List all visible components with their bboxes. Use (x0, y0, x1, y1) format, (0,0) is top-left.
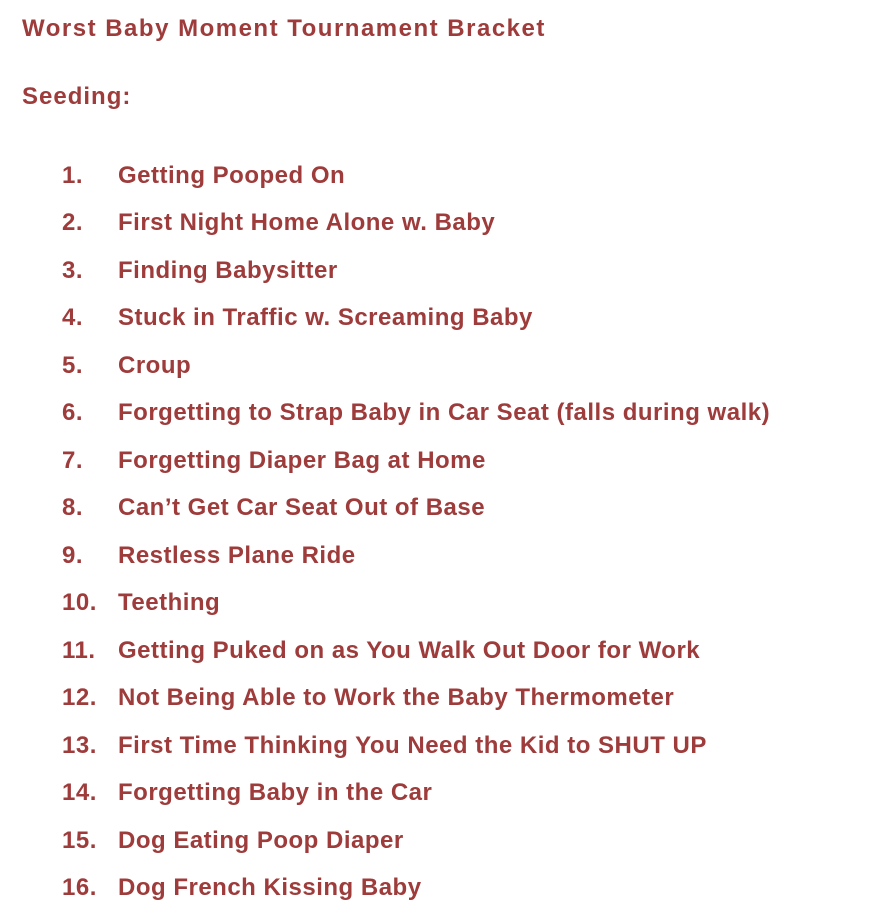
seed-number: 12. (62, 684, 97, 712)
seed-label: Finding Babysitter (118, 256, 338, 284)
seed-label: First Time Thinking You Need the Kid to SHUT UP (118, 731, 707, 759)
seed-row (22, 485, 867, 533)
seed-label: Dog French Kissing Baby (118, 874, 422, 902)
seed-row (22, 865, 867, 913)
seed-label: Forgetting Baby in the Car (118, 779, 433, 807)
seed-label: Not Being Able to Work the Baby Thermometer (118, 684, 675, 712)
seed-number: 9. (62, 541, 84, 569)
seed-number: 2. (62, 209, 84, 237)
seed-label: Croup (118, 351, 192, 379)
seed-number: 3. (62, 256, 84, 284)
seed-row (22, 342, 867, 390)
seed-number: 7. (62, 446, 84, 474)
document-title: Worst Baby Moment Tournament Bracket (22, 15, 546, 42)
seed-row (22, 532, 867, 580)
seed-row (22, 152, 867, 200)
seed-label: Teething (118, 589, 221, 617)
seed-row (22, 770, 867, 818)
seed-row (22, 437, 867, 485)
seed-label: Restless Plane Ride (118, 541, 356, 569)
seed-row (22, 200, 867, 248)
seed-row (22, 390, 867, 438)
seed-row (22, 722, 867, 770)
seed-label: First Night Home Alone w. Baby (118, 209, 496, 237)
seed-row (22, 817, 867, 865)
seed-label: Can’t Get Car Seat Out of Base (118, 494, 486, 522)
seed-number: 11. (62, 636, 96, 664)
seed-number: 1. (62, 161, 84, 189)
seeding-label: Seeding: (22, 83, 132, 110)
seed-number: 15. (62, 826, 97, 854)
seed-number: 6. (62, 399, 84, 427)
seed-label: Stuck in Traffic w. Screaming Baby (118, 304, 533, 332)
seed-number: 16. (62, 874, 97, 902)
seed-label: Getting Puked on as You Walk Out Door for Work (118, 636, 701, 664)
seed-number: 5. (62, 351, 84, 379)
seed-label: Dog Eating Poop Diaper (118, 826, 404, 854)
seed-label: Getting Pooped On (118, 161, 346, 189)
seed-label: Forgetting to Strap Baby in Car Seat (falls during walk) (118, 399, 771, 427)
seed-number: 10. (62, 589, 97, 617)
seed-row (22, 247, 867, 295)
seed-label: Forgetting Diaper Bag at Home (118, 446, 486, 474)
seed-row (22, 295, 867, 343)
seed-row (22, 627, 867, 675)
seed-row (22, 580, 867, 628)
seed-row (22, 675, 867, 723)
seed-number: 14. (62, 779, 97, 807)
seed-number: 4. (62, 304, 84, 332)
seeding-list (22, 152, 867, 912)
seed-number: 8. (62, 494, 84, 522)
seed-number: 13. (62, 731, 97, 759)
